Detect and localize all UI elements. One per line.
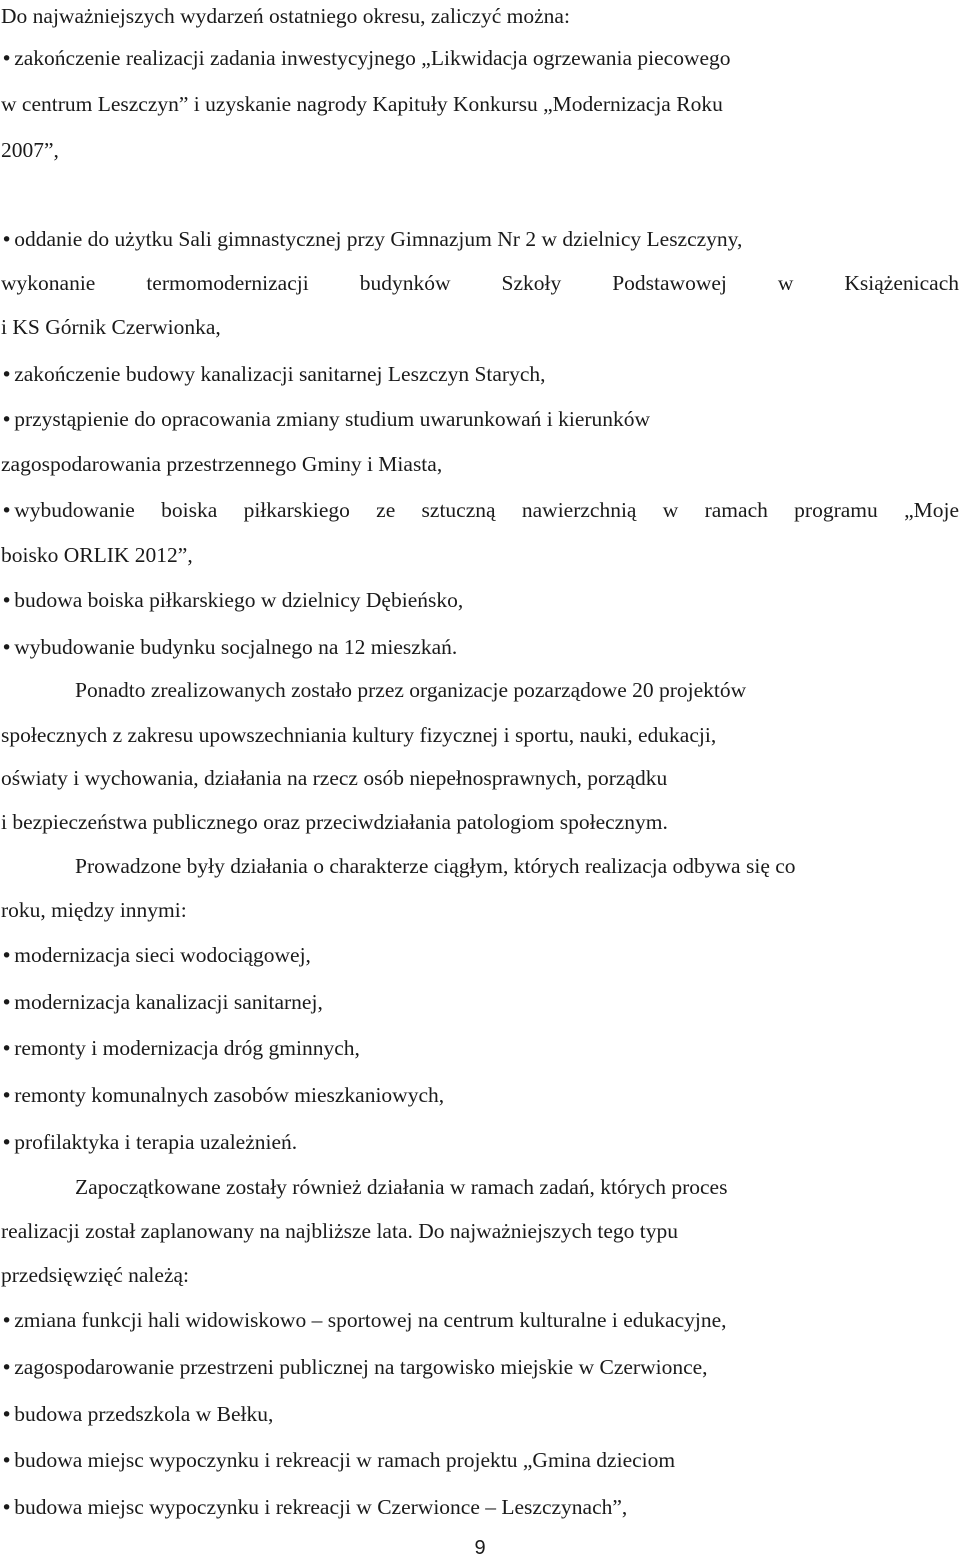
bullet-item: • modernizacja kanalizacji sanitarnej,	[1, 989, 959, 1015]
text-line: w centrum Leszczyn” i uzyskanie nagrody Kapituły Konkursu „Modernizacja Roku	[1, 92, 723, 116]
paragraph-line: Ponadto zrealizowanych zostało przez organizacje pozarządowe 20 projektów	[75, 678, 747, 702]
paragraph-line: przedsięwzięć należą:	[1, 1263, 189, 1287]
intro-line: Do najważniejszych wydarzeń ostatniego okresu, zaliczyć można:	[1, 4, 570, 28]
paragraph-line: i bezpieczeństwa publicznego oraz przeciwdziałania patologiom społecznym.	[1, 810, 668, 834]
bullet-item: • budowa miejsc wypoczynku i rekreacji w Czerwionce – Leszczynach”,	[1, 1494, 959, 1520]
paragraph-line: oświaty i wychowania, działania na rzecz osób niepełnosprawnych, porządku	[1, 766, 668, 790]
bullet-item: • przystąpienie do opracowania zmiany studium uwarunkowań i kierunków	[1, 406, 959, 432]
bullet-item: • zakończenie realizacji zadania inwestycyjnego „Likwidacja ogrzewania piecowego	[1, 45, 959, 71]
bullet-item: • budowa przedszkola w Bełku,	[1, 1401, 959, 1427]
text-line: zagospodarowania przestrzennego Gminy i Miasta,	[1, 452, 443, 476]
bullet-item: • oddanie do użytku Sali gimnastycznej przy Gimnazjum Nr 2 w dzielnicy Leszczyny,	[1, 226, 959, 252]
bullet-item: • budowa miejsc wypoczynku i rekreacji w ramach projektu „Gmina dzieciom	[1, 1447, 959, 1473]
bullet-item: • zagospodarowanie przestrzeni publicznej na targowisko miejskie w Czerwionce,	[1, 1354, 959, 1380]
bullet-item: • remonty komunalnych zasobów mieszkaniowych,	[1, 1082, 959, 1108]
bullet-item: • profilaktyka i terapia uzależnień.	[1, 1129, 959, 1155]
bullet-item: • budowa boiska piłkarskiego w dzielnicy Dębieńsko,	[1, 587, 959, 613]
bullet-item: • wybudowanie boiska piłkarskiego ze sztuczną nawierzchnią w ramach programu „Moje	[1, 497, 959, 523]
bullet-item: • modernizacja sieci wodociągowej,	[1, 942, 959, 968]
paragraph-line: Zapoczątkowane zostały również działania w ramach zadań, których proces	[75, 1175, 728, 1199]
bullet-item: • zakończenie budowy kanalizacji sanitarnej Leszczyn Starych,	[1, 361, 959, 387]
bullet-item: • zmiana funkcji hali widowiskowo – sportowej na centrum kulturalne i edukacyjne,	[1, 1307, 959, 1333]
text-line: 2007”,	[1, 138, 59, 162]
paragraph-line: roku, między innymi:	[1, 898, 187, 922]
bullet-item: • wybudowanie budynku socjalnego na 12 mieszkań.	[1, 634, 959, 660]
bullet-item: • remonty i modernizacja dróg gminnych,	[1, 1035, 959, 1061]
paragraph-line: Prowadzone były działania o charakterze ciągłym, których realizacja odbywa się co	[75, 854, 796, 878]
text-line: i KS Górnik Czerwionka,	[1, 315, 221, 339]
text-line: wykonanie termomodernizacji budynków Szkoły Podstawowej w Książenicach	[1, 271, 959, 295]
text-line: boisko ORLIK 2012”,	[1, 543, 193, 567]
page-number: 9	[474, 1537, 486, 1559]
paragraph-line: realizacji został zaplanowany na najbliższe lata. Do najważniejszych tego typu	[1, 1219, 678, 1243]
paragraph-line: społecznych z zakresu upowszechniania kultury fizycznej i sportu, nauki, edukacji,	[1, 723, 717, 747]
